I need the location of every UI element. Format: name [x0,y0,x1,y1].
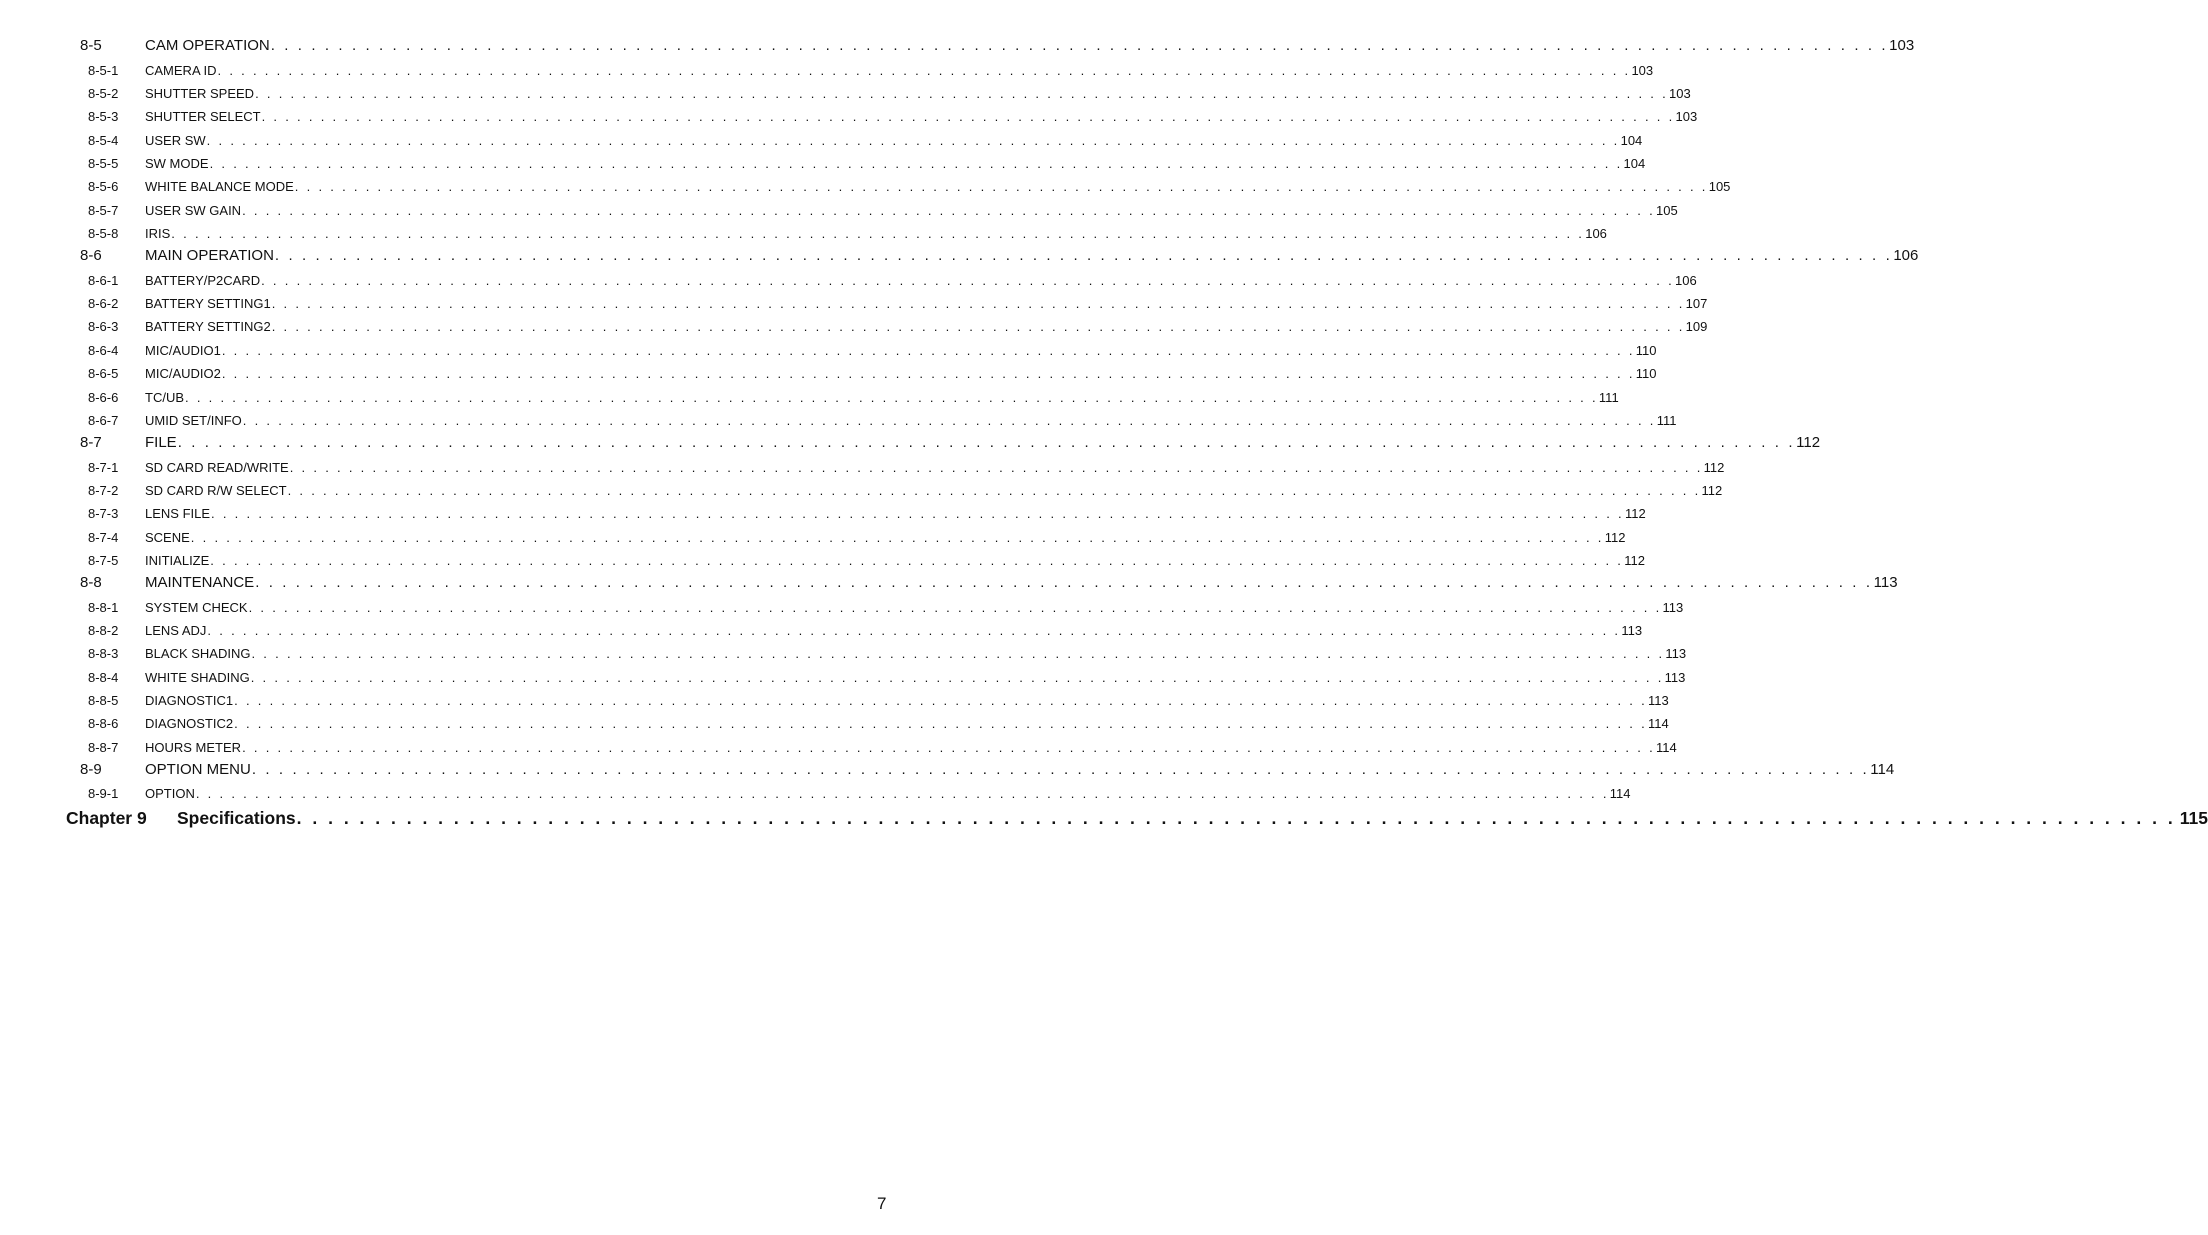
toc-entry-page: 113 [1662,599,1684,615]
toc-entry-page: 111 [1656,412,1677,428]
toc-entry-leader-line [145,342,1657,358]
toc-entry-number: 8-8-4 [88,669,119,685]
toc-entry-leader-line [145,506,1646,522]
toc-entry-leader-line [145,226,1607,242]
toc-entry-page: 103 [1631,62,1654,78]
toc-entry-leader-line [145,692,1669,708]
dot-leader: . . . . . . . . . . . . . . . . . . . . . . . . . . . . . . . . . . . . . . . . . . . . . . . . . . . . . . . . . . . . . . . . . . . . . . . . . . . . . . . . . . . . . . . . . . . . . . . . . . . . . . . . . . . . . . . . . . . . . . . . [209,156,1623,172]
toc-entry-number: 8-7-1 [88,459,119,475]
toc-entry-leader-line [177,808,2208,829]
toc-entry-leader-line [145,247,1919,265]
toc-entry [0,222,1607,245]
toc-entry [0,338,1657,361]
toc-entry-title: WHITE SHADING [145,669,250,685]
toc-entry-page: 112 [1624,506,1646,522]
toc-entry-title: SD CARD R/W SELECT [145,482,287,498]
toc-entry-leader-line [145,669,1686,685]
dot-leader: . . . . . . . . . . . . . . . . . . . . . . . . . . . . . . . . . . . . . . . . . . . . . . . . . . . . . . . . . . . . . . . . . . . . . . . . . . . . . . . . . . . . . . . . . . . . . . . . . . . . . . . . . . . . . . . . . . . . . . . . [217,62,1631,78]
toc-entry-leader-line [145,37,1915,55]
toc-entry-leader-line [145,109,1698,125]
toc-entry-leader-line [145,622,1643,638]
toc-entry [0,735,1677,758]
dot-leader: . . . . . . . . . . . . . . . . . . . . . . . . . . . . . . . . . . . . . . . . . . . . . . . . . . . . . . . . . . . . . . . . . . . . . . . . . . . . . . . . . . . . . . . . . . . . . . . . . . . . . . . . . . . . . . . . . . . . . . . . [242,412,1656,428]
toc-entry-number: 8-8-5 [88,692,119,708]
toc-entry-leader-line [145,156,1646,172]
toc-entry-leader-line [145,366,1657,382]
toc-entry-title: Specifications [177,808,296,829]
toc-entry-title: FILE [145,434,177,452]
toc-entry-title: BATTERY/P2CARD [145,272,261,288]
toc-entry-title: SHUTTER SELECT [145,109,261,125]
toc-entry [0,432,1821,455]
toc-entry-number: 8-9 [80,761,102,778]
toc-entry-page: 112 [1604,529,1626,545]
dot-leader: . . . . . . . . . . . . . . . . . . . . . . . . . . . . . . . . . . . . . . . . . . . . . . . . . . . . . . . . . . . . . . . . . . . . . . . . . . . . . . . . . . . . . . . . . . . . . . . . . . . . . . . . . . . . . . . . . . . . . . . . [190,529,1604,545]
dot-leader: . . . . . . . . . . . . . . . . . . . . . . . . . . . . . . . . . . . . . . . . . . . . . . . . . . . . . . . . . . . . . . . . . . . . . . . . . . . . . . . . . . . . . . . . . . . . . . . . . . . . . . . . . . . . . . . . . . . . . . . . [296,808,2176,829]
toc-entry-number: 8-8 [80,574,102,592]
dot-leader: . . . . . . . . . . . . . . . . . . . . . . . . . . . . . . . . . . . . . . . . . . . . . . . . . . . . . . . . . . . . . . . . . . . . . . . . . . . . . . . . . . . . . . . . . . . . . . . . . . . . . . . . . . . . . . . . . . . . . . . . [294,179,1708,195]
toc-entry [0,268,1697,291]
toc-entry-title: BATTERY SETTING1 [145,296,271,312]
toc-entry-page: 112 [1624,552,1645,568]
toc-entry-title: SYSTEM CHECK [145,599,248,615]
toc-entry [0,665,1686,688]
dot-leader: . . . . . . . . . . . . . . . . . . . . . . . . . . . . . . . . . . . . . . . . . . . . . . . . . . . . . . . . . . . . . . . . . . . . . . . . . . . . . . . . . . . . . . . . . . . . . . . . . . . . . . . . . . . . . . . . . . . . . . . . [271,319,1685,335]
toc-entry-page: 113 [1621,622,1643,638]
toc-entry-page: 103 [1675,109,1698,125]
table-of-contents [0,35,2208,831]
toc-entry-page: 114 [1870,761,1895,778]
dot-leader: . . . . . . . . . . . . . . . . . . . . . . . . . . . . . . . . . . . . . . . . . . . . . . . . . . . . . . . . . . . . . . . . . . . . . . . . . . . . . . . . . . . . . . . . . . . . . . . . . . . . . . . . . . . . . . . . . . . . . . . . [221,342,1635,358]
dot-leader: . . . . . . . . . . . . . . . . . . . . . . . . . . . . . . . . . . . . . . . . . . . . . . . . . . . . . . . . . . . . . . . . . . . . . . . . . . . . . . . . . . . . . . . . . . . . . . . . . . . . . . . . . . . . . . . . . . . . . . . . [234,692,1648,708]
toc-entry-title: OPTION [145,786,195,802]
toc-entry [0,152,1646,175]
toc-entry-number: 8-5-3 [88,109,119,125]
toc-entry-page: 104 [1623,156,1646,172]
toc-entry [0,595,1684,618]
dot-leader: . . . . . . . . . . . . . . . . . . . . . . . . . . . . . . . . . . . . . . . . . . . . . . . . . . . . . . . . . . . . . . . . . . . . . . . . . . . . . . . . . . . . . . . . . . . . . . . . . . . . . . . . . . . . . . . . . . . . . . . . [221,366,1635,382]
dot-leader: . . . . . . . . . . . . . . . . . . . . . . . . . . . . . . . . . . . . . . . . . . . . . . . . . . . . . . . . . . . . . . . . . . . . . . . . . . . . . . . . . . . . . . . . . . . . . . . . . . . . . . . . . . . . . . . . . . . . . . . . [271,296,1685,312]
toc-entry-number: 8-6 [80,247,102,265]
toc-entry-number: 8-6-5 [88,366,119,382]
toc-entry [0,198,1678,221]
toc-entry-title: CAMERA ID [145,62,217,78]
dot-leader: . . . . . . . . . . . . . . . . . . . . . . . . . . . . . . . . . . . . . . . . . . . . . . . . . . . . . . . . . . . . . . . . . . . . . . . . . . . . . . . . . . . . . . . . . . . . . . . . . . . . . . . . . . . . . . . . . . . . . . . . [270,37,1889,55]
toc-entry-number: 8-5-2 [88,86,119,102]
dot-leader: . . . . . . . . . . . . . . . . . . . . . . . . . . . . . . . . . . . . . . . . . . . . . . . . . . . . . . . . . . . . . . . . . . . . . . . . . . . . . . . . . . . . . . . . . . . . . . . . . . . . . . . . . . . . . . . . . . . . . . . . [171,226,1585,242]
toc-entry-title: WHITE BALANCE MODE [145,179,294,195]
toc-entry-number: 8-8-3 [88,646,119,662]
toc-entry-title: INITIALIZE [145,552,210,568]
toc-entry-number: 8-5-7 [88,202,119,218]
toc-entry [0,689,1669,712]
toc-entry-title: SW MODE [145,156,209,172]
toc-entry-page: 113 [1664,669,1686,685]
toc-entry-number: 8-6-1 [88,272,119,288]
toc-entry-page: 113 [1648,692,1669,708]
toc-entry-number: 8-7 [80,434,102,452]
toc-entry-title: LENS ADJ [145,622,207,638]
dot-leader: . . . . . . . . . . . . . . . . . . . . . . . . . . . . . . . . . . . . . . . . . . . . . . . . . . . . . . . . . . . . . . . . . . . . . . . . . . . . . . . . . . . . . . . . . . . . . . . . . . . . . . . . . . . . . . . . . . . . . . . . [195,786,1609,802]
toc-entry-page: 106 [1893,247,1919,265]
toc-entry-title: DIAGNOSTIC2 [145,716,234,732]
toc-entry-leader-line [145,86,1691,102]
dot-leader: . . . . . . . . . . . . . . . . . . . . . . . . . . . . . . . . . . . . . . . . . . . . . . . . . . . . . . . . . . . . . . . . . . . . . . . . . . . . . . . . . . . . . . . . . . . . . . . . . . . . . . . . . . . . . . . . . . . . . . . . [206,132,1620,148]
toc-entry-number: 8-7-5 [88,552,119,568]
dot-leader: . . . . . . . . . . . . . . . . . . . . . . . . . . . . . . . . . . . . . . . . . . . . . . . . . . . . . . . . . . . . . . . . . . . . . . . . . . . . . . . . . . . . . . . . . . . . . . . . . . . . . . . . . . . . . . . . . . . . . . . . [207,622,1621,638]
toc-entry [0,245,1919,268]
toc-entry-page: 104 [1620,132,1643,148]
toc-entry-page: 112 [1796,434,1821,452]
toc-entry-leader-line [145,482,1723,498]
toc-entry-leader-line [145,529,1626,545]
toc-entry-number: 8-5 [80,37,102,55]
toc-entry [0,128,1643,151]
toc-entry-number: 8-7-2 [88,482,119,498]
toc-entry-number: 8-5-6 [88,179,119,195]
toc-entry-leader-line [145,716,1669,732]
toc-entry-page: 112 [1701,482,1723,498]
toc-entry-number: 8-8-1 [88,599,119,615]
toc-entry-page: 106 [1675,272,1697,288]
toc-entry [0,479,1723,502]
toc-entry-title: UMID SET/INFO [145,412,242,428]
dot-leader: . . . . . . . . . . . . . . . . . . . . . . . . . . . . . . . . . . . . . . . . . . . . . . . . . . . . . . . . . . . . . . . . . . . . . . . . . . . . . . . . . . . . . . . . . . . . . . . . . . . . . . . . . . . . . . . . . . . . . . . . [242,739,1655,755]
toc-entry-title: BLACK SHADING [145,646,251,662]
dot-leader: . . . . . . . . . . . . . . . . . . . . . . . . . . . . . . . . . . . . . . . . . . . . . . . . . . . . . . . . . . . . . . . . . . . . . . . . . . . . . . . . . . . . . . . . . . . . . . . . . . . . . . . . . . . . . . . . . . . . . . . . [287,482,1701,498]
toc-entry-title: USER SW [145,132,206,148]
toc-entry-title: DIAGNOSTIC1 [145,692,234,708]
toc-entry-leader-line [145,179,1731,195]
page-number: 7 [877,1194,887,1213]
toc-entry-page: 113 [1665,646,1687,662]
dot-leader: . . . . . . . . . . . . . . . . . . . . . . . . . . . . . . . . . . . . . . . . . . . . . . . . . . . . . . . . . . . . . . . . . . . . . . . . . . . . . . . . . . . . . . . . . . . . . . . . . . . . . . . . . . . . . . . . . . . . . . . . [248,599,1662,615]
toc-entry-title: LENS FILE [145,506,211,522]
toc-entry-leader-line [145,272,1697,288]
dot-leader: . . . . . . . . . . . . . . . . . . . . . . . . . . . . . . . . . . . . . . . . . . . . . . . . . . . . . . . . . . . . . . . . . . . . . . . . . . . . . . . . . . . . . . . . . . . . . . . . . . . . . . . . . . . . . . . . . . . . . . . . [261,272,1675,288]
toc-entry-number: 8-5-8 [88,226,119,242]
toc-entry-page: 103 [1669,86,1691,102]
toc-entry-page: 107 [1685,296,1708,312]
toc-entry-leader-line [145,434,1821,452]
toc-entry [0,35,1915,58]
toc-entry-title: HOURS METER [145,739,242,755]
toc-entry-number: 8-5-4 [88,132,119,148]
toc-entry-title: OPTION MENU [145,761,251,778]
toc-entry-page: 109 [1685,319,1708,335]
toc-entry [0,455,1725,478]
toc-entry-leader-line [145,62,1654,78]
toc-entry-title: MAINTENANCE [145,574,255,592]
toc-entry-page: 114 [1648,716,1669,732]
toc-entry-title: SHUTTER SPEED [145,86,255,102]
toc-entry [0,82,1691,105]
toc-entry [0,525,1626,548]
toc-entry-page: 105 [1656,202,1678,218]
toc-entry [0,759,1895,782]
dot-leader: . . . . . . . . . . . . . . . . . . . . . . . . . . . . . . . . . . . . . . . . . . . . . . . . . . . . . . . . . . . . . . . . . . . . . . . . . . . . . . . . . . . . . . . . . . . . . . . . . . . . . . . . . . . . . . . . . . . . . . . . [250,669,1664,685]
dot-leader: . . . . . . . . . . . . . . . . . . . . . . . . . . . . . . . . . . . . . . . . . . . . . . . . . . . . . . . . . . . . . . . . . . . . . . . . . . . . . . . . . . . . . . . . . . . . . . . . . . . . . . . . . . . . . . . . . . . . . . . . [289,459,1703,475]
dot-leader: . . . . . . . . . . . . . . . . . . . . . . . . . . . . . . . . . . . . . . . . . . . . . . . . . . . . . . . . . . . . . . . . . . . . . . . . . . . . . . . . . . . . . . . . . . . . . . . . . . . . . . . . . . . . . . . . . . . . . . . . [274,247,1893,265]
toc-entry-leader-line [145,786,1631,802]
toc-entry [0,292,1708,315]
toc-entry-title: TC/UB [145,389,184,405]
toc-entry-leader-line [145,646,1687,662]
toc-entry-number: 8-9-1 [88,786,119,802]
toc-entry-title: MIC/AUDIO1 [145,342,221,358]
toc-entry-title: MIC/AUDIO2 [145,366,221,382]
toc-entry-title: CAM OPERATION [145,37,270,55]
toc-entry-title: BATTERY SETTING2 [145,319,271,335]
toc-entry-page: 114 [1655,739,1677,755]
toc-entry-number: 8-6-3 [88,319,119,335]
toc-entry [0,175,1731,198]
toc-entry-number: 8-6-7 [88,412,119,428]
toc-entry-leader-line [145,459,1725,475]
toc-entry-leader-line [145,202,1678,218]
toc-entry [0,409,1677,432]
toc-entry-leader-line [145,599,1684,615]
toc-entry [0,572,1898,595]
toc-entry-leader-line [145,132,1643,148]
toc-entry [0,315,1708,338]
toc-entry-page: 105 [1708,179,1731,195]
toc-entry-number: 8-6-4 [88,342,119,358]
dot-leader: . . . . . . . . . . . . . . . . . . . . . . . . . . . . . . . . . . . . . . . . . . . . . . . . . . . . . . . . . . . . . . . . . . . . . . . . . . . . . . . . . . . . . . . . . . . . . . . . . . . . . . . . . . . . . . . . . . . . . . . . [211,506,1624,522]
toc-entry-leader-line [145,389,1619,405]
toc-entry [0,385,1619,408]
toc-entry-leader-line [145,319,1708,335]
toc-entry-page: 103 [1889,37,1915,55]
dot-leader: . . . . . . . . . . . . . . . . . . . . . . . . . . . . . . . . . . . . . . . . . . . . . . . . . . . . . . . . . . . . . . . . . . . . . . . . . . . . . . . . . . . . . . . . . . . . . . . . . . . . . . . . . . . . . . . . . . . . . . . . [242,202,1655,218]
toc-entry-page: 110 [1635,342,1657,358]
toc-entry-number: 8-6-2 [88,296,119,312]
toc-entry-page: 113 [1873,574,1898,592]
dot-leader: . . . . . . . . . . . . . . . . . . . . . . . . . . . . . . . . . . . . . . . . . . . . . . . . . . . . . . . . . . . . . . . . . . . . . . . . . . . . . . . . . . . . . . . . . . . . . . . . . . . . . . . . . . . . . . . . . . . . . . . . [255,574,1873,592]
toc-entry-number: 8-7-4 [88,529,119,545]
toc-entry [0,549,1645,572]
dot-leader: . . . . . . . . . . . . . . . . . . . . . . . . . . . . . . . . . . . . . . . . . . . . . . . . . . . . . . . . . . . . . . . . . . . . . . . . . . . . . . . . . . . . . . . . . . . . . . . . . . . . . . . . . . . . . . . . . . . . . . . . [261,109,1675,125]
toc-entry-title: SD CARD READ/WRITE [145,459,289,475]
dot-leader: . . . . . . . . . . . . . . . . . . . . . . . . . . . . . . . . . . . . . . . . . . . . . . . . . . . . . . . . . . . . . . . . . . . . . . . . . . . . . . . . . . . . . . . . . . . . . . . . . . . . . . . . . . . . . . . . . . . . . . . . [251,646,1665,662]
toc-entry [0,105,1698,128]
toc-entry-page: 110 [1635,366,1657,382]
toc-entry-page: 111 [1598,389,1619,405]
toc-entry-title: SCENE [145,529,190,545]
toc-entry [0,502,1646,525]
toc-entry-number: Chapter 9 [66,808,147,829]
toc-entry-page: 115 [2179,808,2208,829]
dot-leader: . . . . . . . . . . . . . . . . . . . . . . . . . . . . . . . . . . . . . . . . . . . . . . . . . . . . . . . . . . . . . . . . . . . . . . . . . . . . . . . . . . . . . . . . . . . . . . . . . . . . . . . . . . . . . . . . . . . . . . . . [255,86,1668,102]
toc-entry-number: 8-5-5 [88,156,119,172]
toc-entry-number: 8-8-7 [88,739,119,755]
toc-entry-leader-line [145,412,1677,428]
toc-entry-leader-line [145,574,1898,592]
toc-entry-page: 106 [1585,226,1607,242]
toc-entry [0,362,1657,385]
dot-leader: . . . . . . . . . . . . . . . . . . . . . . . . . . . . . . . . . . . . . . . . . . . . . . . . . . . . . . . . . . . . . . . . . . . . . . . . . . . . . . . . . . . . . . . . . . . . . . . . . . . . . . . . . . . . . . . . . . . . . . . . [185,389,1598,405]
toc-entry [0,805,2208,831]
toc-entry-leader-line [145,739,1677,755]
toc-entry-leader-line [145,552,1645,568]
toc-entry-number: 8-7-3 [88,506,119,522]
toc-entry [0,642,1687,665]
toc-entry-number: 8-6-6 [88,389,119,405]
toc-entry-page: 114 [1609,786,1631,802]
dot-leader: . . . . . . . . . . . . . . . . . . . . . . . . . . . . . . . . . . . . . . . . . . . . . . . . . . . . . . . . . . . . . . . . . . . . . . . . . . . . . . . . . . . . . . . . . . . . . . . . . . . . . . . . . . . . . . . . . . . . . . . . [251,761,1870,778]
toc-entry [0,712,1669,735]
toc-entry-number: 8-8-6 [88,716,119,732]
dot-leader: . . . . . . . . . . . . . . . . . . . . . . . . . . . . . . . . . . . . . . . . . . . . . . . . . . . . . . . . . . . . . . . . . . . . . . . . . . . . . . . . . . . . . . . . . . . . . . . . . . . . . . . . . . . . . . . . . . . . . . . . [234,716,1648,732]
toc-entry-leader-line [145,761,1895,778]
toc-entry [0,619,1643,642]
dot-leader: . . . . . . . . . . . . . . . . . . . . . . . . . . . . . . . . . . . . . . . . . . . . . . . . . . . . . . . . . . . . . . . . . . . . . . . . . . . . . . . . . . . . . . . . . . . . . . . . . . . . . . . . . . . . . . . . . . . . . . . . [210,552,1624,568]
toc-entry-title: MAIN OPERATION [145,247,274,265]
toc-entry-leader-line [145,296,1708,312]
dot-leader: . . . . . . . . . . . . . . . . . . . . . . . . . . . . . . . . . . . . . . . . . . . . . . . . . . . . . . . . . . . . . . . . . . . . . . . . . . . . . . . . . . . . . . . . . . . . . . . . . . . . . . . . . . . . . . . . . . . . . . . . [177,434,1796,452]
toc-entry-title: IRIS [145,226,171,242]
toc-entry-title: USER SW GAIN [145,202,242,218]
toc-entry-number: 8-8-2 [88,622,119,638]
toc-entry-page: 112 [1703,459,1725,475]
toc-entry-number: 8-5-1 [88,62,119,78]
toc-entry [0,782,1631,805]
toc-entry [0,58,1654,81]
